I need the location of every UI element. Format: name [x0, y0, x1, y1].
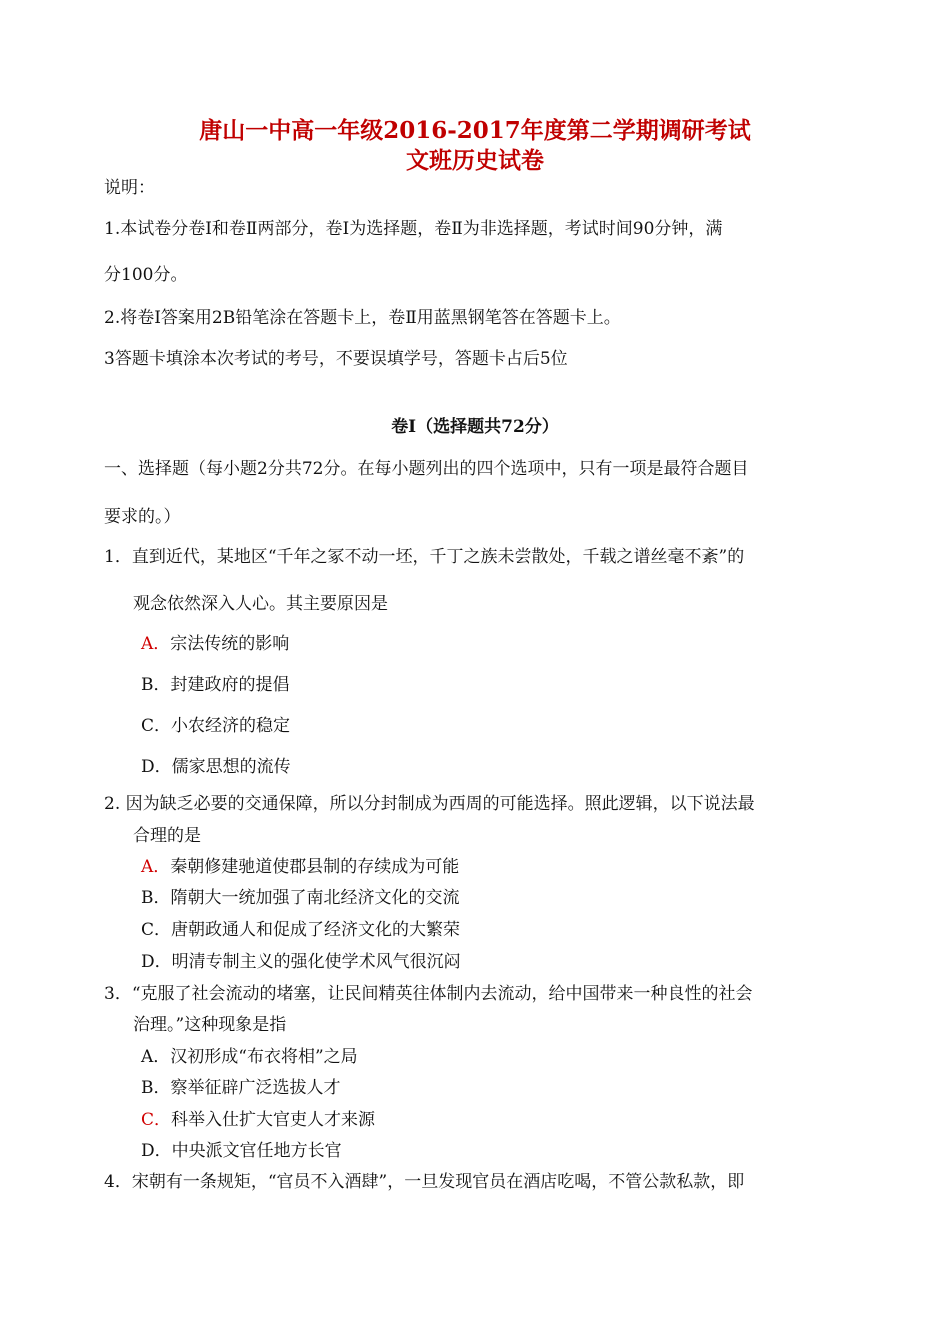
instruction-1-cont: 分100分。: [104, 265, 188, 285]
question-3-option-a: [141, 1045, 358, 1069]
option-text: 科举入仕扩大官吏人才来源: [171, 1110, 376, 1130]
option-letter: C．: [141, 920, 172, 940]
exam-title: 唐山一中高一年级2016-2017年度第二学期调研考试: [199, 117, 751, 144]
question-2-stem-cont: 合理的是: [133, 826, 201, 846]
option-text: 明清专制主义的强化使学术风气很沉闷: [171, 952, 461, 972]
question-2-option-d: [141, 950, 461, 974]
option-letter: A．: [141, 1047, 171, 1067]
question-1-stem-cont: 观念依然深入人心。其主要原因是: [133, 594, 388, 614]
option-letter: D．: [141, 952, 172, 972]
option-text: 小农经济的稳定: [171, 716, 291, 736]
option-text: 宗法传统的影响: [170, 634, 290, 654]
question-2-option-b: [141, 886, 460, 910]
option-letter: B．: [141, 1078, 171, 1098]
question-1-option-a: [141, 632, 289, 656]
question-4-stem: 4．宋朝有一条规矩，“官员不入酒肆”，一旦发现官员在酒店吃喝，不管公款私款，即: [104, 1172, 745, 1192]
question-1-option-b: [141, 673, 290, 697]
instruction-3: 3答题卡填涂本次考试的考号，不要误填学号，答题卡占后5位: [104, 349, 568, 369]
option-text: 察举征辟广泛选拔人才: [170, 1078, 341, 1098]
option-text: 秦朝修建驰道使郡县制的存续成为可能: [170, 857, 460, 877]
question-3-stem-cont: 治理。”这种现象是指: [133, 1015, 287, 1035]
option-text: 隋朝大一统加强了南北经济文化的交流: [170, 888, 460, 908]
option-letter: C．: [141, 1110, 172, 1130]
question-3-option-c: [141, 1108, 375, 1132]
question-1-option-d: [141, 755, 291, 779]
instructions-label: 说明：: [104, 178, 155, 198]
question-2-option-c: [141, 918, 460, 942]
question-3-option-d: [141, 1139, 342, 1163]
option-letter: A．: [141, 634, 171, 654]
option-text: 封建政府的提倡: [170, 675, 290, 695]
exam-subtitle: 文班历史试卷: [406, 147, 544, 174]
option-letter: C．: [141, 716, 172, 736]
option-letter: D．: [141, 757, 172, 777]
option-letter: D．: [141, 1141, 172, 1161]
question-3-option-b: [141, 1076, 341, 1100]
question-2-option-a: [141, 855, 459, 879]
question-3-stem: 3．“克服了社会流动的堵塞，让民间精英往体制内去流动，给中国带来一种良性的社会: [104, 984, 753, 1004]
section-heading: 卷Ⅰ（选择题共72分）: [391, 417, 559, 437]
instruction-2: 2.将卷Ⅰ答案用2B铅笔涂在答题卡上，卷Ⅱ用蓝黑钢笔答在答题卡上。: [104, 308, 621, 328]
instruction-1: 1.本试卷分卷Ⅰ和卷Ⅱ两部分，卷Ⅰ为选择题，卷Ⅱ为非选择题，考试时间90分钟，满: [104, 219, 723, 239]
option-letter: B．: [141, 675, 171, 695]
option-text: 儒家思想的流传: [171, 757, 291, 777]
question-1-stem: 1．直到近代，某地区“千年之冢不动一坯，千丁之族未尝散处，千载之谱丝毫不紊”的: [104, 547, 745, 567]
option-text: 唐朝政通人和促成了经济文化的大繁荣: [171, 920, 461, 940]
option-letter: A．: [141, 857, 171, 877]
question-2-stem: 2. 因为缺乏必要的交通保障，所以分封制成为西周的可能选择。照此逻辑，以下说法最: [104, 794, 755, 814]
section-intro-cont: 要求的。）: [104, 507, 181, 527]
option-text: 汉初形成“布衣将相”之局: [170, 1047, 358, 1067]
question-1-option-c: [141, 714, 290, 738]
option-text: 中央派文官任地方长官: [171, 1141, 342, 1161]
option-letter: B．: [141, 888, 171, 908]
section-intro: 一、选择题（每小题2分共72分。在每小题列出的四个选项中，只有一项是最符合题目: [104, 459, 749, 479]
